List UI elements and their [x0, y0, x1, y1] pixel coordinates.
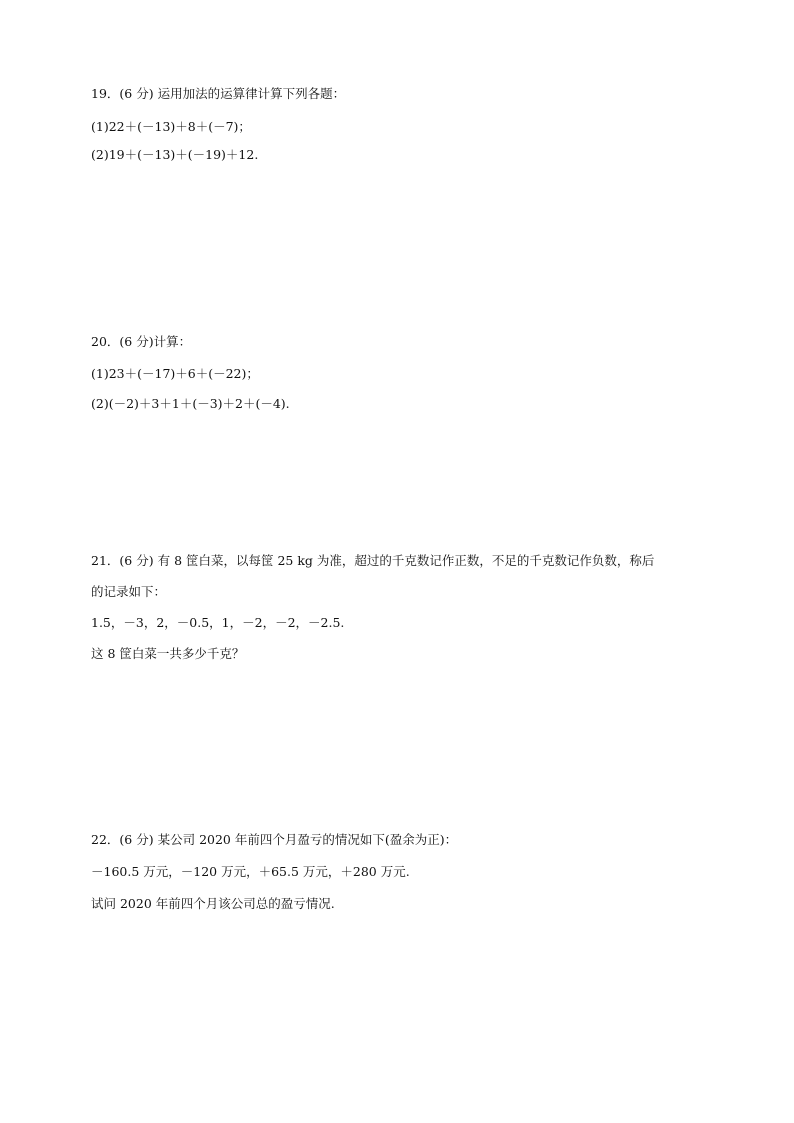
question-stem: 某公司 2020 年前四个月盈亏的情况如下(盈余为正)： [157, 832, 458, 847]
question-19-header [91, 86, 345, 102]
question-number: 22 [91, 832, 107, 847]
question-number: 19 [91, 86, 107, 101]
question-stem: 有 8 筐白菜，以每筐 25 kg 为准，超过的千克数记作正数，不足的千克数记作负数，称后 [157, 553, 655, 568]
question-score: (6 分) [119, 334, 154, 349]
question-stem: 运用加法的运算律计算下列各题： [157, 86, 346, 101]
question-score: (6 分) [119, 832, 154, 847]
dot-separator: ． [106, 86, 120, 101]
dot-separator: ． [106, 832, 120, 847]
question-21-stem-continued: 的记录如下： [91, 584, 167, 599]
question-number: 21 [91, 553, 107, 568]
question-19-part-2: (2)19＋(－13)＋(－19)＋12. [91, 147, 259, 162]
question-number: 20 [91, 334, 107, 349]
question-21-header [91, 553, 711, 569]
question-20-part-2: (2)(－2)＋3＋1＋(－3)＋2＋(－4). [91, 396, 290, 411]
question-21-data-line: 1.5，－3，2，－0.5，1，－2，－2，－2.5. [91, 615, 345, 630]
question-22-header [91, 832, 457, 848]
question-19-part-1: (1)22＋(－13)＋8＋(－7)； [91, 119, 251, 134]
question-22-data-line: －160.5 万元，－120 万元，＋65.5 万元，＋280 万元. [91, 864, 410, 879]
dot-separator: ． [106, 553, 120, 568]
question-stem: 计算： [153, 334, 192, 349]
question-21-question: 这 8 筐白菜一共多少千克？ [91, 646, 245, 661]
question-20-header [91, 334, 191, 350]
question-score: (6 分) [119, 553, 154, 568]
question-20-part-1: (1)23＋(－17)＋6＋(－22)； [91, 366, 259, 381]
dot-separator: ． [106, 334, 120, 349]
question-score: (6 分) [119, 86, 154, 101]
question-22-question: 试问 2020 年前四个月该公司总的盈亏情况. [91, 896, 335, 911]
